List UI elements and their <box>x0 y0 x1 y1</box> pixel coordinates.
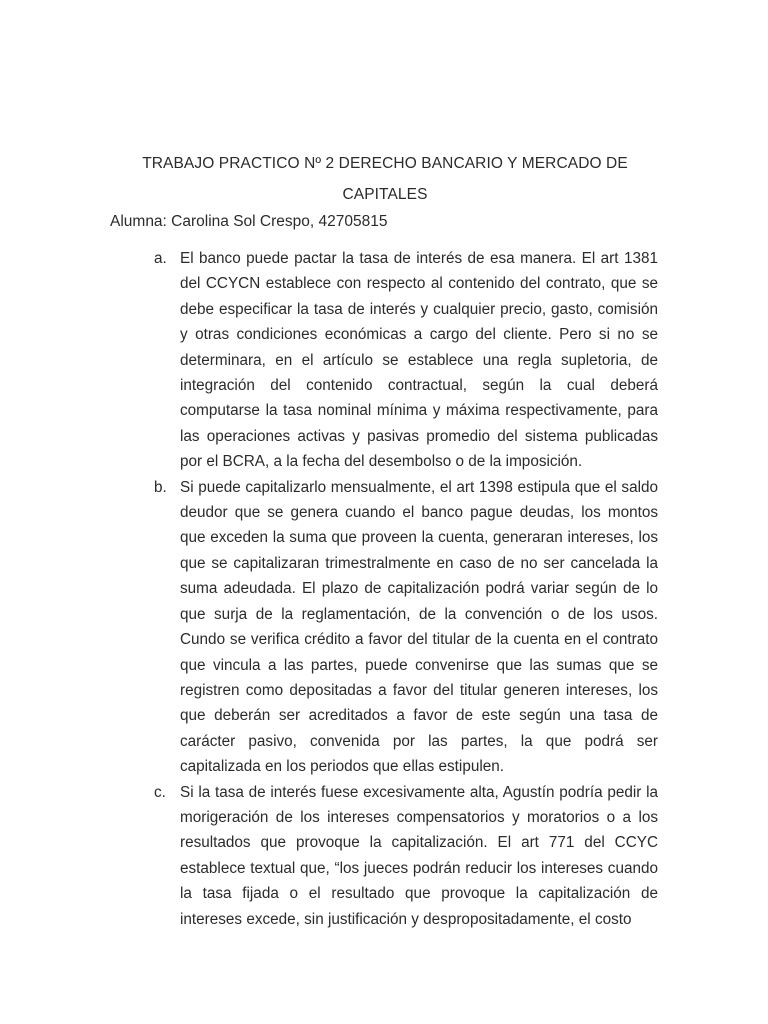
document-title: TRABAJO PRACTICO Nº 2 DERECHO BANCARIO Y MERCADO DE CAPITALES <box>142 155 628 203</box>
list-marker: b. <box>154 478 167 496</box>
list-item <box>148 246 658 475</box>
list-item <box>148 475 658 780</box>
answer-list <box>148 246 658 932</box>
list-marker: c. <box>154 783 166 801</box>
list-item-text: Si puede capitalizarlo mensualmente, el art 1398 estipula que el saldo deudor que se genera cuando el banco pague deudas, los montos que exceden la suma que proveen la cuenta, generaran intereses, los que se capitalizaran trimestralmente en caso de no ser cancelada la suma adeudada. El plazo de capitalización podrá variar según de lo que surja de la reglamentación, de la convención o de los usos. Cundo se verifica crédito a favor del titular de la cuenta en el contrato que vincula a las partes, puede convenirse que las sumas que se registren como depositadas a favor del titular generen intereses, los que deberán ser acreditados a favor de este según una tasa de carácter pasivo, convenida por las partes, la que podrá ser capitalizada en los periodos que ellas estipulen. <box>180 478 658 776</box>
list-item-text: Si la tasa de interés fuese excesivamente alta, Agustín podría pedir la morigeración de los intereses compensatorios y moratorios o a los resultados que provoque la capitalización. El art 771 del CCYC establece textual que, “los jueces podrán reducir los intereses cuando la tasa fijada o el resultado que provoque la capitalización de intereses excede, sin justificación y despropositadamente, el costo <box>180 783 658 928</box>
student-line: Alumna: Carolina Sol Crespo, 42705815 <box>110 213 388 230</box>
list-marker: a. <box>154 250 167 267</box>
list-item-text: El banco puede pactar la tasa de interés de esa manera. El art 1381 del CCYCN establece con respecto al contenido del contrato, que se debe especificar la tasa de interés y cualquier precio, gasto, comisión y otras condiciones económicas a cargo del cliente. Pero si no se determinara, en el artículo se establece una regla supletoria, de integración del contenido contractual, según la cual deberá computarse la tasa nominal mínima y máxima respectivamente, para las operaciones activas y pasivas promedio del sistema publicadas por el BCRA, a la fecha del desembolso o de la imposición. <box>180 250 658 471</box>
list-item <box>148 780 658 932</box>
